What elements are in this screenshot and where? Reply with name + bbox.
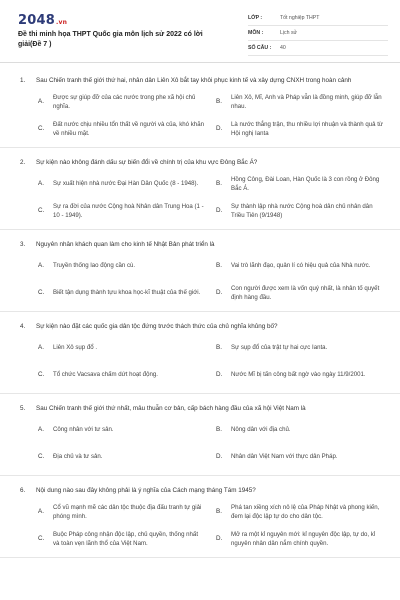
option-text: Đất nước chịu nhiều tổn thất về người và của, khó khăn về nhiều mặt.: [53, 120, 204, 137]
answer-options: [0, 167, 400, 229]
option-letter: A.: [38, 262, 44, 270]
question-5: [0, 404, 400, 476]
option-letter: D.: [216, 371, 223, 379]
answer-option[interactable]: [216, 171, 384, 198]
question-text: [0, 322, 400, 331]
question-body: Sau Chiến tranh thế giới thứ hai, nhân dân Liên Xô bắt tay khôi phục kinh tế và xây dựng CNXH trong hoàn cảnh: [36, 77, 352, 84]
question-body: Sự kiện nào không đánh dấu sự biến đổi về chính trị của khu vực Đông Bắc Á?: [36, 159, 258, 166]
answer-option[interactable]: [216, 499, 384, 526]
option-letter: C.: [38, 453, 45, 461]
answer-option[interactable]: [216, 89, 384, 116]
option-letter: B.: [216, 180, 222, 188]
question-body: Nội dung nào sau đây không phải là ý nghĩa của Cách mạng tháng Tám 1945?: [36, 487, 256, 494]
option-text: Địa chủ và tư sản.: [53, 453, 103, 461]
answer-option[interactable]: [216, 526, 384, 553]
answer-options: [0, 85, 400, 147]
question-text: [0, 240, 400, 249]
answer-option[interactable]: [216, 116, 384, 143]
option-text: Biết tận dụng thành tựu khoa học-kĩ thuật của thế giới.: [53, 289, 201, 297]
question-body: Sau Chiến tranh thế giới thứ nhất, mâu thuẫn cơ bản, cấp bách hàng đầu của xã hội Việt Nam là: [36, 405, 306, 412]
option-letter: B.: [216, 98, 222, 106]
question-list: [0, 76, 400, 568]
option-letter: A.: [38, 508, 44, 516]
option-letter: A.: [38, 180, 44, 188]
answer-option[interactable]: [38, 89, 206, 116]
answer-option[interactable]: [216, 444, 384, 471]
answer-option[interactable]: [216, 335, 384, 362]
option-text: Phá tan xiềng xích nô lệ của Pháp Nhật và phong kiến, đem lại độc lập tự do cho dân tộc.: [231, 503, 380, 520]
question-number: 1.: [20, 77, 26, 84]
answer-options: [0, 249, 400, 311]
question-text: [0, 76, 400, 85]
answer-options: [0, 495, 400, 557]
answer-option[interactable]: [38, 417, 206, 444]
option-text: Cổ vũ mạnh mẽ các dân tộc thuộc địa đấu tranh tự giải phóng mình.: [53, 503, 202, 520]
question-body: Nguyên nhân khách quan làm cho kinh tế Nhật Bản phát triển là: [36, 241, 215, 248]
option-text: Vai trò lãnh đạo, quản lí có hiệu quả của Nhà nước.: [231, 262, 371, 270]
option-letter: B.: [216, 426, 222, 434]
question-number: 4.: [20, 323, 26, 330]
option-text: Sự ra đời của nước Cộng hoà Nhân dân Trung Hoa (1 - 10 - 1949).: [53, 202, 204, 219]
option-letter: A.: [38, 98, 44, 106]
question-body: Sự kiện nào đặt các quốc gia dân tộc đứng trước thách thức của chủ nghĩa khủng bố?: [36, 323, 278, 330]
answer-option[interactable]: [38, 116, 206, 143]
option-text: Liên Xô, Mĩ, Anh và Pháp vẫn là đồng minh, giúp đỡ lẫn nhau.: [231, 93, 382, 110]
exam-title: Đề thi minh họa THPT Quốc gia môn lịch sử 2022 có lời giải(Đề 7 ): [18, 31, 203, 48]
option-text: Sự thành lập nhà nước Cộng hoà dân chủ nhân dân Triều Tiên (9/1948): [231, 202, 373, 219]
answer-option[interactable]: [216, 362, 384, 389]
answer-option[interactable]: [38, 253, 206, 280]
option-letter: D.: [216, 125, 223, 133]
option-text: Con người được xem là vốn quý nhất, là nhân tố quyết định hàng đầu.: [231, 284, 380, 301]
exam-meta: [248, 11, 388, 56]
meta-class: LỚP : Tốt nghiệp THPT: [248, 11, 388, 26]
question-1: [0, 76, 400, 148]
option-text: Buộc Pháp công nhận độc lập, chủ quyền, thống nhất và toàn vẹn lãnh thổ của Việt Nam.: [53, 530, 199, 547]
option-letter: C.: [38, 289, 45, 297]
question-text: [0, 404, 400, 413]
answer-option[interactable]: [216, 417, 384, 444]
question-3: [0, 240, 400, 312]
question-number: 2.: [20, 159, 26, 166]
option-text: Truyền thống lao động cần cù.: [53, 262, 136, 270]
answer-option[interactable]: [216, 253, 384, 280]
answer-option[interactable]: [38, 335, 206, 362]
option-text: Nhân dân Việt Nam với thực dân Pháp.: [231, 453, 338, 461]
option-letter: B.: [216, 344, 222, 352]
option-text: Được sự giúp đỡ của các nước trong phe xã hội chủ nghĩa.: [53, 93, 196, 110]
option-letter: D.: [216, 289, 223, 297]
page-header: [0, 0, 400, 63]
option-letter: D.: [216, 453, 223, 461]
answer-option[interactable]: [216, 280, 384, 307]
answer-options: [0, 413, 400, 475]
option-letter: C.: [38, 535, 45, 543]
meta-subject: MÔN : Lịch sử: [248, 26, 388, 41]
answer-options: [0, 331, 400, 393]
option-text: Hồng Công, Đài Loan, Hàn Quốc là 3 con rồng ở Đông Bắc Á.: [231, 175, 380, 192]
option-letter: C.: [38, 207, 45, 215]
answer-option[interactable]: [38, 198, 206, 225]
question-number: 3.: [20, 241, 26, 248]
question-number: 6.: [20, 487, 26, 494]
answer-option[interactable]: [38, 362, 206, 389]
option-text: Liên Xô sụp đổ .: [53, 344, 98, 352]
option-text: Công nhân với tư sản.: [53, 426, 114, 434]
option-letter: D.: [216, 207, 223, 215]
option-letter: C.: [38, 125, 45, 133]
option-letter: C.: [38, 371, 45, 379]
option-text: Nông dân với địa chủ.: [231, 426, 291, 434]
answer-option[interactable]: [38, 526, 206, 553]
option-text: Nước Mĩ bị tấn công bất ngờ vào ngày 11/9/2001.: [231, 371, 366, 379]
answer-option[interactable]: [38, 499, 206, 526]
option-text: Mở ra một kỉ nguyên mới: kỉ nguyên độc lập, tự do, kỉ nguyên nhân dân nắm chính quyền.: [231, 530, 376, 547]
option-letter: A.: [38, 426, 44, 434]
option-letter: B.: [216, 508, 222, 516]
option-letter: D.: [216, 535, 223, 543]
option-letter: B.: [216, 262, 222, 270]
answer-option[interactable]: [38, 280, 206, 307]
question-6: [0, 486, 400, 558]
question-text: [0, 158, 400, 167]
meta-count: SỐ CÂU : 40: [248, 41, 388, 56]
option-letter: A.: [38, 344, 44, 352]
question-number: 5.: [20, 405, 26, 412]
option-text: Sự sụp đổ của trật tự hai cực Ianta.: [231, 344, 328, 352]
answer-option[interactable]: [38, 171, 206, 198]
question-4: [0, 322, 400, 394]
answer-option[interactable]: [38, 444, 206, 471]
option-text: Tổ chức Vacsava chấm dứt hoạt động.: [53, 371, 158, 379]
option-text: Là nước thắng trận, thu nhiều lợi nhuận và thành quả từ Hội nghị Ianta: [231, 120, 384, 137]
answer-option[interactable]: [216, 198, 384, 225]
question-2: [0, 158, 400, 230]
option-text: Sự xuất hiện nhà nước Đại Hàn Dân Quốc (8 - 1948).: [53, 180, 199, 188]
site-logo[interactable]: 2048.vn: [18, 13, 68, 28]
question-text: [0, 486, 400, 495]
